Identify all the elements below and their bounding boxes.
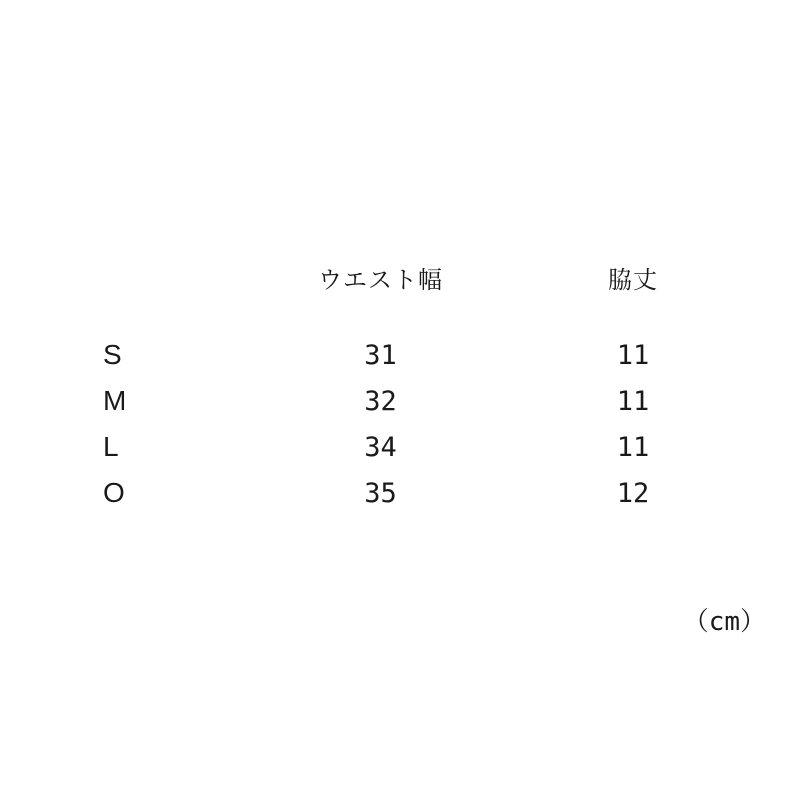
- table-row-o: [103, 470, 708, 516]
- side-length-value: 11: [616, 385, 650, 417]
- unit-label: （cm）: [682, 607, 766, 637]
- size-label: S: [103, 339, 122, 370]
- column-header-side-length: 脇丈: [608, 267, 658, 294]
- header-body-spacer: [103, 304, 708, 332]
- size-label: M: [103, 385, 127, 416]
- side-length-value: 11: [616, 431, 650, 463]
- waist-width-value: 32: [364, 385, 397, 417]
- size-chart-table: [103, 258, 708, 516]
- waist-width-value: 31: [364, 339, 397, 371]
- size-label: L: [103, 431, 119, 462]
- waist-width-value: 35: [364, 477, 397, 509]
- side-length-value: 11: [616, 339, 650, 371]
- table-row-m: [103, 378, 708, 424]
- waist-width-value: 34: [364, 431, 397, 463]
- table-header-row: [103, 258, 708, 304]
- side-length-value: 12: [616, 477, 650, 509]
- table-row-l: [103, 424, 708, 470]
- table-row-s: [103, 332, 708, 378]
- size-label: O: [103, 477, 125, 508]
- column-header-waist-width: ウエスト幅: [318, 267, 443, 294]
